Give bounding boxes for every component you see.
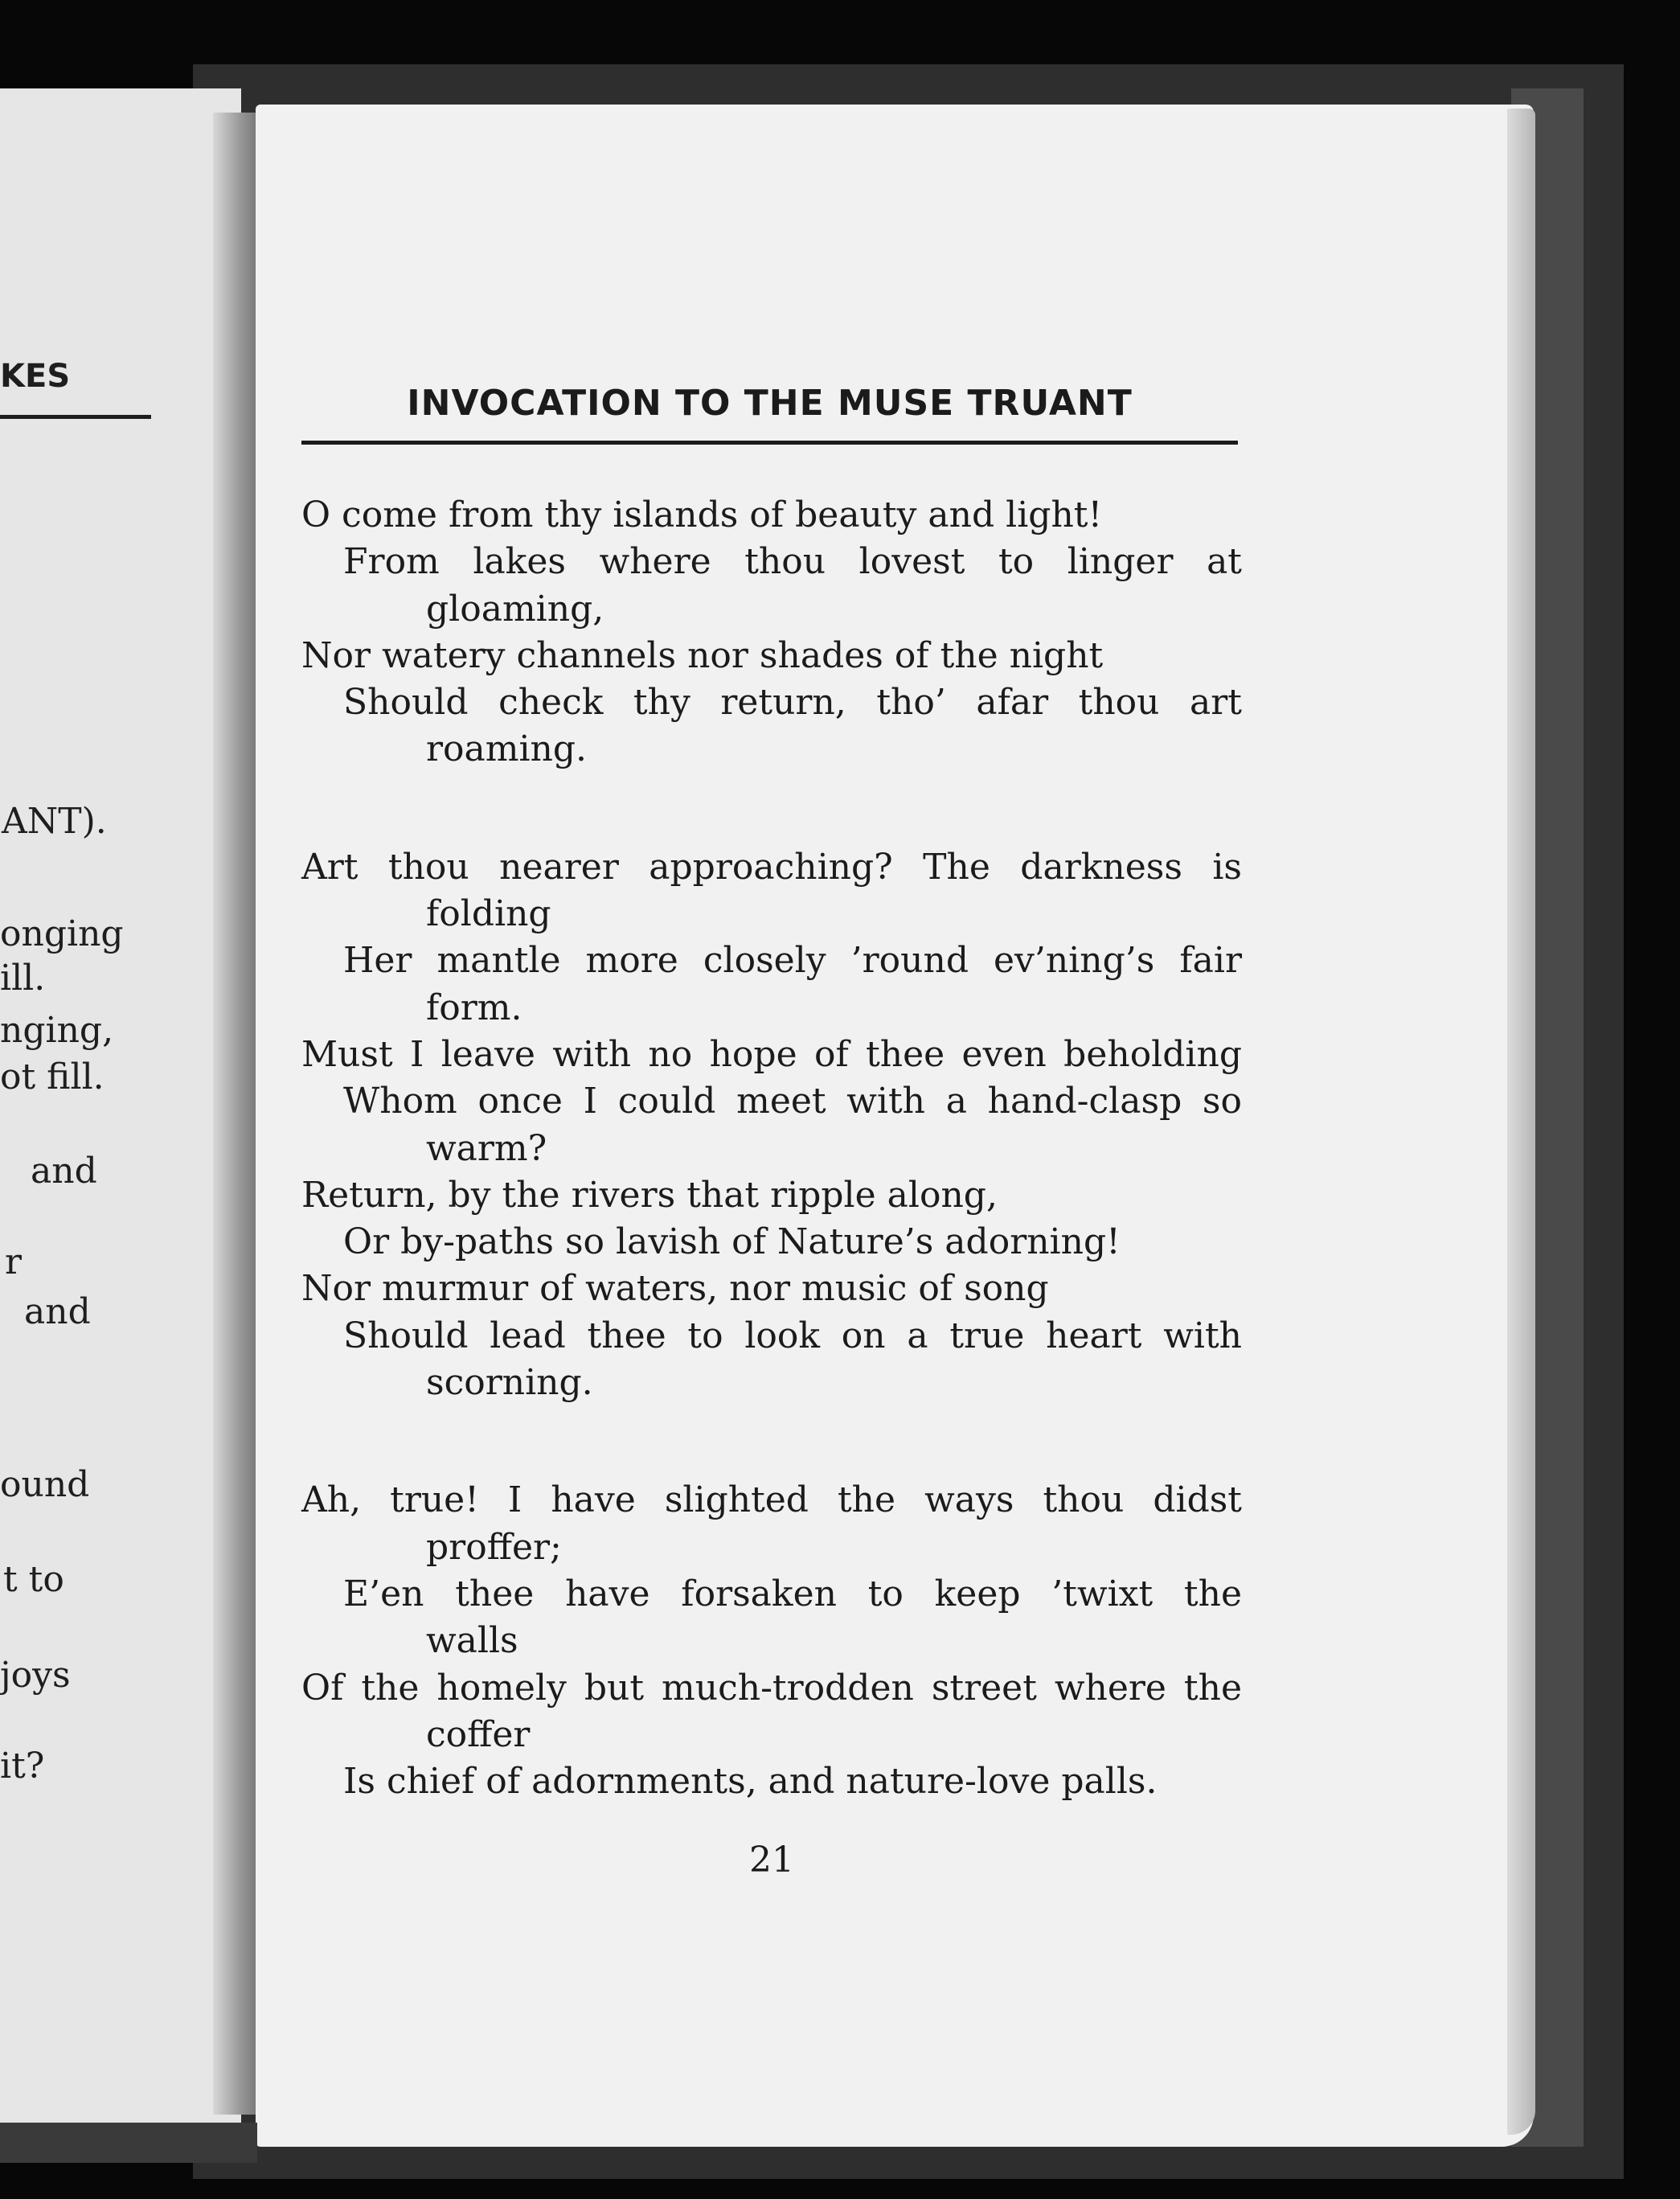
poem-line-continuation: folding: [426, 893, 551, 935]
poem-line-continuation: coffer: [426, 1713, 531, 1755]
poem-line-continuation: form.: [426, 987, 522, 1028]
poem: [301, 492, 1242, 1881]
left-text-fragment: joys: [0, 1655, 71, 1696]
poem-line: Her mantle more closely ’round ev’ning’s fair: [343, 940, 1242, 982]
poem-line-continuation: roaming.: [426, 728, 588, 770]
poem-line: Should check thy return, tho’ afar thou art: [343, 682, 1242, 724]
bottom-shadow: [0, 2123, 257, 2163]
left-text-fragment: t to: [3, 1559, 64, 1600]
poem-line: Must I leave with no hope of thee even beholding: [301, 1033, 1242, 1075]
poem-line: Nor murmur of waters, nor music of song: [301, 1268, 1049, 1310]
poem-line: Whom once I could meet with a hand-clasp so: [343, 1081, 1242, 1122]
running-head-rule: [301, 441, 1238, 445]
poem-line-continuation: proffer;: [426, 1526, 562, 1568]
book-gutter: [213, 113, 261, 2115]
poem-line-continuation: scorning.: [426, 1362, 593, 1404]
left-text-fragment: r: [5, 1241, 23, 1282]
left-text-fragment: ound: [0, 1464, 90, 1505]
poem-line-continuation: warm?: [426, 1127, 547, 1169]
stanza-2: [301, 844, 1242, 1407]
poem-line-continuation: walls: [426, 1620, 518, 1662]
left-text-fragment: and: [31, 1151, 97, 1192]
page-number: 21: [749, 1840, 794, 1881]
left-running-head-fragment: KES: [0, 358, 71, 395]
left-text-fragment: ot fill.: [0, 1056, 104, 1097]
poem-line: Of the homely but much-trodden street where the: [301, 1667, 1242, 1709]
left-head-rule: [0, 415, 151, 419]
page-edge-shadow: [1507, 109, 1535, 2135]
poem-line: E’en thee have forsaken to keep ’twixt the: [343, 1573, 1242, 1614]
left-text-fragment: onging: [0, 913, 124, 954]
poem-line: Should lead thee to look on a true heart with: [343, 1315, 1242, 1356]
poem-line: From lakes where thou lovest to linger at: [343, 541, 1242, 583]
poem-line-continuation: gloaming,: [426, 588, 604, 630]
running-head: INVOCATION TO THE MUSE TRUANT: [407, 383, 1133, 424]
poem-line: Or by-paths so lavish of Nature’s adorning!: [343, 1221, 1121, 1263]
poem-line: Art thou nearer approaching? The darkness is: [301, 846, 1242, 888]
poem-line: Ah, true! I have slighted the ways thou didst: [301, 1479, 1242, 1521]
poem-line: Is chief of adornments, and nature-love palls.: [343, 1761, 1158, 1803]
left-text-fragment: ANT).: [2, 801, 107, 842]
left-text-fragment: and: [24, 1291, 91, 1332]
poem-line: O come from thy islands of beauty and light!: [301, 494, 1103, 535]
stanza-1: [301, 492, 1242, 773]
stanza-3: [301, 1477, 1242, 1805]
left-text-fragment: ill.: [0, 958, 46, 999]
poem-line: Nor watery channels nor shades of the night: [301, 634, 1104, 676]
poem-line: Return, by the rivers that ripple along,: [301, 1174, 998, 1216]
left-text-fragment: it?: [0, 1746, 45, 1787]
left-text-fragment: nging,: [0, 1010, 114, 1051]
